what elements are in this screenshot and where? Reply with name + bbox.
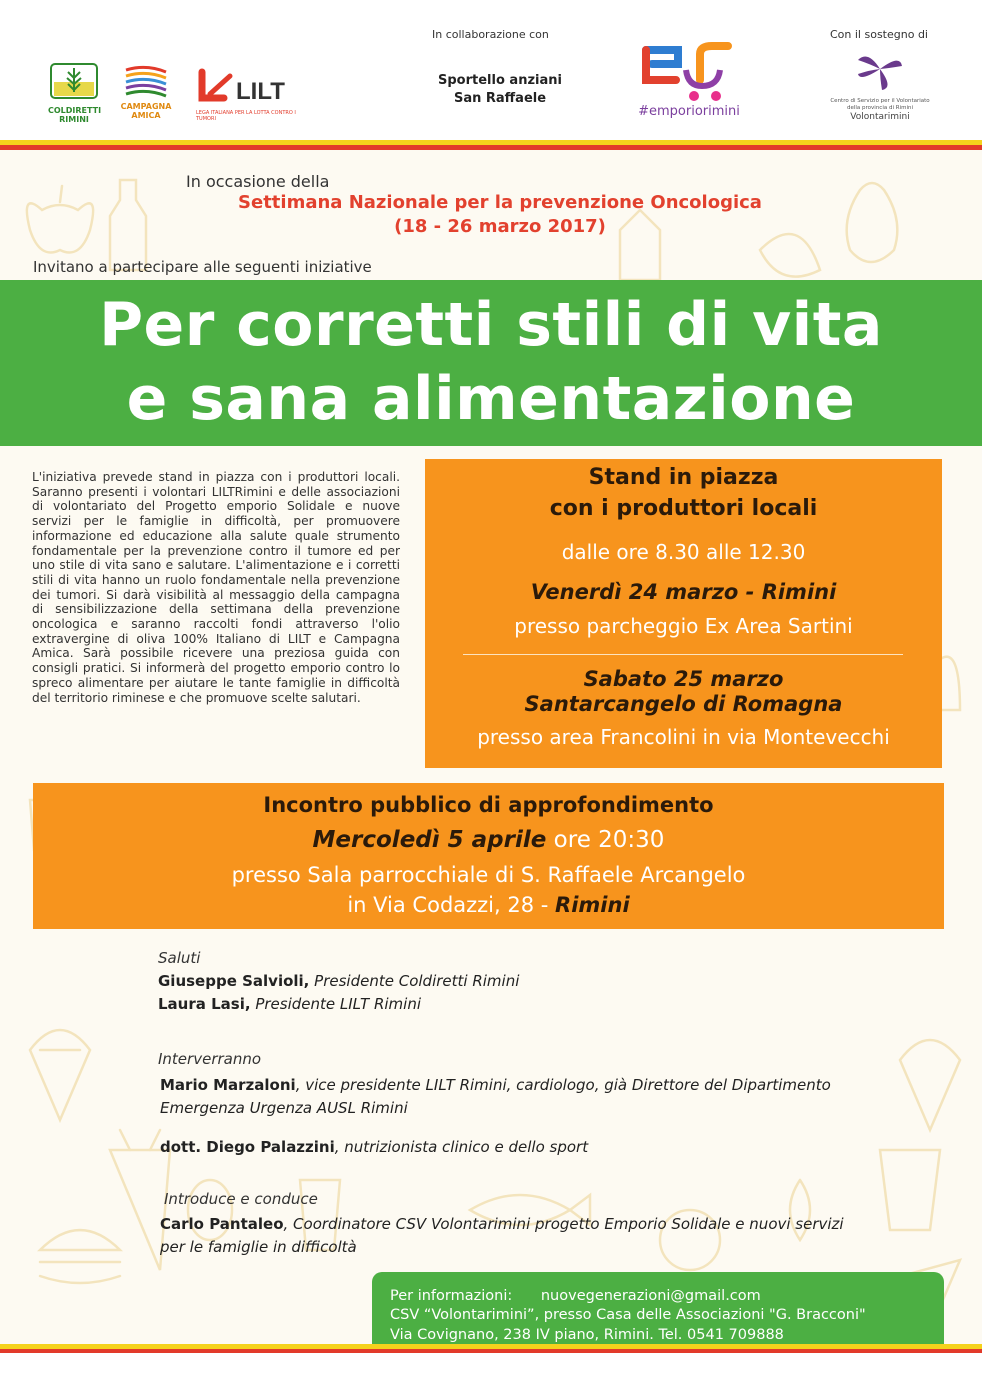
speaker-pantaleo-name: Carlo Pantaleo xyxy=(160,1215,284,1233)
pinwheel-icon xyxy=(850,46,910,92)
stand-box xyxy=(425,459,942,768)
lilt-icon xyxy=(196,66,236,106)
meeting-address-line xyxy=(33,893,944,917)
stand-title-line2: con i produttori locali xyxy=(549,496,818,521)
meeting-box xyxy=(33,783,944,929)
lilt-sub: LEGA ITALIANA PER LA LOTTA CONTRO I TUMORI xyxy=(196,110,296,122)
speaker-palazzini-name: dott. Diego Palazzini xyxy=(160,1138,335,1156)
bottom-margin xyxy=(0,1353,982,1393)
collab-name xyxy=(415,72,585,108)
meeting-title: Incontro pubblico di approfondimento xyxy=(263,793,714,817)
collab-name-line1: Sportello anziani xyxy=(438,73,562,88)
info-line1 xyxy=(390,1288,761,1304)
stand-hours: dalle ore 8.30 alle 12.30 xyxy=(561,540,806,564)
speaker-marzaloni xyxy=(160,1076,920,1094)
speaker-pantaleo xyxy=(160,1215,920,1233)
stand-place2: presso area Francolini in via Montevecchi xyxy=(477,725,890,749)
introduce-label: Introduce e conduce xyxy=(164,1190,318,1208)
main-banner xyxy=(0,280,982,446)
stand-title-line1: Stand in piazza xyxy=(588,465,779,490)
coldiretti-logo xyxy=(48,62,100,122)
info-line2: CSV “Volontarimini”, presso Casa delle Associazioni "G. Bracconi" xyxy=(390,1307,866,1323)
speaker-salvioli-name: Giuseppe Salvioli, xyxy=(158,972,310,990)
info-line3: Via Covignano, 238 IV piano, Rimini. Tel. 0541 709888 xyxy=(390,1327,784,1343)
header xyxy=(0,0,982,140)
week-dates: (18 - 26 marzo 2017) xyxy=(394,216,606,237)
coldiretti-name: COLDIRETTI xyxy=(48,106,102,115)
csv-description-line1: Centro di Servizio per il Volontariato xyxy=(830,98,930,104)
speaker-pantaleo-role: , Coordinatore CSV Volontarimini progetto Emporio Solidale e nuovi servizi xyxy=(283,1215,844,1233)
week-title: Settimana Nazionale per la prevenzione Oncologica xyxy=(238,192,762,213)
meeting-address: in Via Codazzi, 28 - xyxy=(347,893,549,917)
speaker-marzaloni-name: Mario Marzaloni xyxy=(160,1076,296,1094)
banner-line1: Per corretti stili di vita xyxy=(99,290,883,360)
csv-name: Volontarimini xyxy=(850,112,910,122)
lilt-name: LILT xyxy=(236,78,285,105)
collab-name-line2: San Raffaele xyxy=(453,91,547,106)
info-label: Per informazioni: xyxy=(390,1288,513,1304)
info-box xyxy=(372,1272,944,1355)
speaker-salvioli xyxy=(158,972,519,990)
meeting-place: presso Sala parrocchiale di S. Raffaele Arcangelo xyxy=(231,863,746,887)
campagna-amica-logo xyxy=(120,62,172,122)
emporio-hashtag: #emporiorimini xyxy=(638,104,740,119)
speaker-salvioli-role: Presidente Coldiretti Rimini xyxy=(314,972,520,990)
speaker-marzaloni-role-b: Emergenza Urgenza AUSL Rimini xyxy=(160,1099,408,1117)
emporio-icon xyxy=(638,40,738,104)
info-email[interactable]: nuovegenerazioni@gmail.com xyxy=(540,1288,761,1304)
campagna-amica-name: CAMPAGNA xyxy=(120,102,172,111)
meeting-time: ore 20:30 xyxy=(553,827,665,853)
speaker-marzaloni-role-line2 xyxy=(160,1099,408,1117)
speaker-lasi-role: Presidente LILT Rimini xyxy=(255,995,421,1013)
saluti-label: Saluti xyxy=(158,949,201,967)
campagna-amica-icon xyxy=(120,62,172,98)
campagna-amica-sub: AMICA xyxy=(131,111,161,120)
speaker-palazzini-role: , nutrizionista clinico e dello sport xyxy=(334,1138,589,1156)
banner-line2: e sana alimentazione xyxy=(126,364,856,434)
emporio-logo xyxy=(634,40,744,124)
volontarimini-logo xyxy=(828,46,932,126)
speaker-lasi-name: Laura Lasi, xyxy=(158,995,251,1013)
lilt-logo xyxy=(196,66,306,122)
occasion-text: In occasione della xyxy=(186,172,330,191)
speaker-pantaleo-role-b: per le famiglie in difficoltà xyxy=(160,1238,357,1256)
stand-divider xyxy=(463,654,903,655)
stand-city2: Santarcangelo di Romagna xyxy=(524,692,843,716)
csv-description-line2: della provincia di Rimini xyxy=(846,105,913,111)
support-label: Con il sostegno di xyxy=(830,28,928,41)
speaker-lasi xyxy=(158,995,421,1013)
stand-day2: Sabato 25 marzo xyxy=(583,667,784,691)
invite-text: Invitano a partecipare alle seguenti iniziative xyxy=(33,258,372,276)
speaker-palazzini xyxy=(160,1138,588,1156)
collab-label: In collaborazione con xyxy=(432,28,549,41)
stand-day1: Venerdì 24 marzo - Rimini xyxy=(530,580,837,604)
interverranno-label: Interverranno xyxy=(158,1050,262,1068)
meeting-when xyxy=(33,827,944,853)
coldiretti-sub: RIMINI xyxy=(59,115,89,124)
csv-description xyxy=(828,98,932,112)
meeting-day: Mercoledì 5 aprile xyxy=(312,827,547,853)
speaker-marzaloni-role: , vice presidente LILT Rimini, cardiologo, già Direttore del Dipartimento xyxy=(295,1076,831,1094)
meeting-city: Rimini xyxy=(555,893,630,917)
intro-paragraph: L'iniziativa prevede stand in piazza con i produttori locali. Saranno presenti i volontari LILTRimini e delle associazioni di volontariato del Progetto emporio Solidale e nuove servizi per le famiglie in difficoltà, per promuovere informazione ed educazione alla salute quale strumento fondamentale per la prevenzione contro il tumore ed per uno stile di vita sano e salutare. L'alimentazione e i corretti stili di vita hanno un ruolo fondamentale nella prevenzione dei tumori. Si darà visibilità al messaggio della campagna di sensibilizzazione della settimana della prevenzione oncologica e saranno raccolti fondi attraverso l'olio extravergine di oliva 100% Italiano di LILT e Campagna Amica. Sarà possibile ricevere una preziosa guida con consigli pratici. Si informerà del progetto emporio contro lo spreco alimentare per aiutare le tante famiglie in difficoltà del territorio riminese e che promuove scelte salutari. xyxy=(32,470,400,705)
stand-place1: presso parcheggio Ex Area Sartini xyxy=(514,614,853,638)
speaker-pantaleo-role-line2 xyxy=(160,1238,357,1256)
wheat-icon xyxy=(48,62,100,102)
